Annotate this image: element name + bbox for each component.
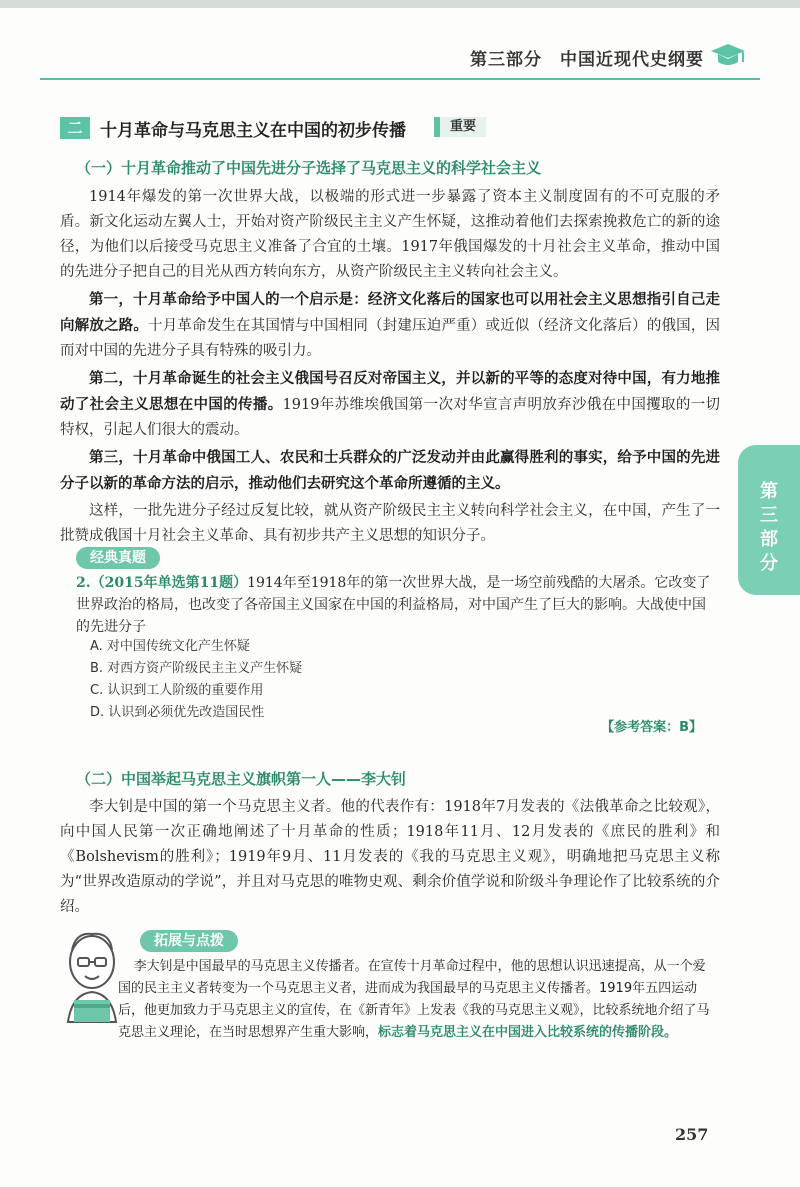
section-number: 二	[60, 117, 90, 139]
top-rule	[0, 0, 800, 8]
option-list	[90, 636, 690, 724]
side-tab-label: 第三部分	[760, 481, 778, 574]
li-dazhao-paragraph: 李大钊是中国的第一个马克思主义者。他的代表作有：1918年7月发表的《法俄革命之比较观》，向中国人民第一次正确地阐述了十月革命的性质；1918年11月、12月发表的《庶民的胜利》和《Bolshevism的胜利》；1919年9月、11月发表的《我的马克思主义观》，明确地把马克思主义称为“世界改造原动的学说”，并且对马克思的唯物史观、剩余价值学说和阶级斗争理论作了比较系统的介绍。	[60, 799, 720, 915]
option-d: D. 认识到必须优先改造国民性	[90, 705, 265, 720]
point-one	[60, 287, 720, 364]
header-divider	[40, 78, 760, 80]
option-b: B. 对西方资产阶级民主主义产生怀疑	[90, 661, 303, 676]
intro-paragraph: 1914年爆发的第一次世界大战，以极端的形式进一步暴露了资本主义制度固有的不可克服的矛盾。新文化运动左翼人士，开始对资产阶级民主主义产生怀疑，这推动着他们去探索挽救危亡的新的途径，为他们以后接受马克思主义准备了合宜的土壤。1917年俄国爆发的十月社会主义革命，推动中国的先进分子把自己的目光从西方转向东方，从资产阶级民主主义转向社会主义。	[60, 189, 720, 280]
point-three-bold: 第三，十月革命中俄国工人、农民和士兵群众的广泛发动并由此赢得胜利的事实，给予中国的先进分子以新的革命方法的启示，推动他们去研究这个革命所遵循的主义。	[60, 449, 720, 492]
subsection-title-1: （一）十月革命推动了中国先进分子选择了马克思主义的科学社会主义	[76, 159, 542, 177]
conclusion-paragraph: 这样，一批先进分子经过反复比较，就从资产阶级民主主义转向科学社会主义，在中国，产生了一批赞成俄国十月社会主义革命、具有初步共产主义思想的知识分子。	[60, 503, 720, 544]
page-number: 257	[675, 1125, 709, 1144]
point-two-bold: 第二，十月革命诞生的社会主义俄国号召反对帝国主义，并以新的平等的态度对待中国，有力地推动了社会主义思想在中国的传播。	[60, 370, 720, 413]
exam-question	[76, 572, 716, 638]
extend-note-main: 李大钊是中国最早的马克思主义传播者。在宣传十月革命过程中，他的思想认识迅速提高，从一个爱国的民主主义者转变为一个马克思主义者，进而成为我国最早的马克思主义传播者。1919年五四运动后，他更加致力于马克思主义的宣传，在《新青年》上发表《我的马克思主义观》，比较系统地介绍了马克思主义理论，在当时思想界产生重大影响，	[118, 959, 710, 1040]
section-title: 十月革命与马克思主义在中国的初步传播	[100, 121, 406, 141]
graduation-cap-icon	[710, 42, 746, 68]
point-two-rest: 1919年苏维埃俄国第一次对华宣言声明放弃沙俄在中国攫取的一切特权，引起人们很大的震动。	[60, 397, 721, 438]
reference-answer: 【参考答案：B】	[601, 720, 702, 735]
header-title: 第三部分 中国近现代史纲要	[470, 50, 704, 70]
extend-note-highlight: 标志着马克思主义在中国进入比较系统的传播阶段。	[378, 1025, 678, 1040]
question-source: （2015年单选第11题）	[90, 575, 248, 591]
subsection-title-2: （二）中国举起马克思主义旗帜第一人——李大钊	[76, 770, 407, 788]
subsection-1-body	[60, 185, 720, 549]
point-one-bold: 第一，十月革命给予中国人的一个启示是：经济文化落后的国家也可以用社会主义思想指引自己走向解放之路。	[60, 291, 720, 334]
point-two	[60, 366, 720, 443]
extend-note	[118, 956, 718, 1044]
point-one-rest: 十月革命发生在其国情与中国相同（封建压迫严重）或近似（经济文化落后）的俄国，因而对中国的先进分子具有特殊的吸引力。	[60, 318, 721, 359]
option-c: C. 认识到工人阶级的重要作用	[90, 683, 264, 698]
classic-question-label: 经典真题	[76, 547, 160, 569]
part-side-tab[interactable]	[738, 445, 800, 595]
question-text: 1914年至1918年的第一次世界大战，是一场空前残酷的大屠杀。它改变了世界政治的格局，也改变了各帝国主义国家在中国的利益格局，对中国产生了巨大的影响。大战使中国的先进分子	[76, 575, 711, 635]
question-number: 2.	[76, 575, 91, 591]
extend-label: 拓展与点拨	[140, 930, 238, 952]
point-three	[60, 445, 720, 497]
option-a: A. 对中国传统文化产生怀疑	[90, 639, 250, 654]
important-tag: 重要	[434, 117, 486, 137]
